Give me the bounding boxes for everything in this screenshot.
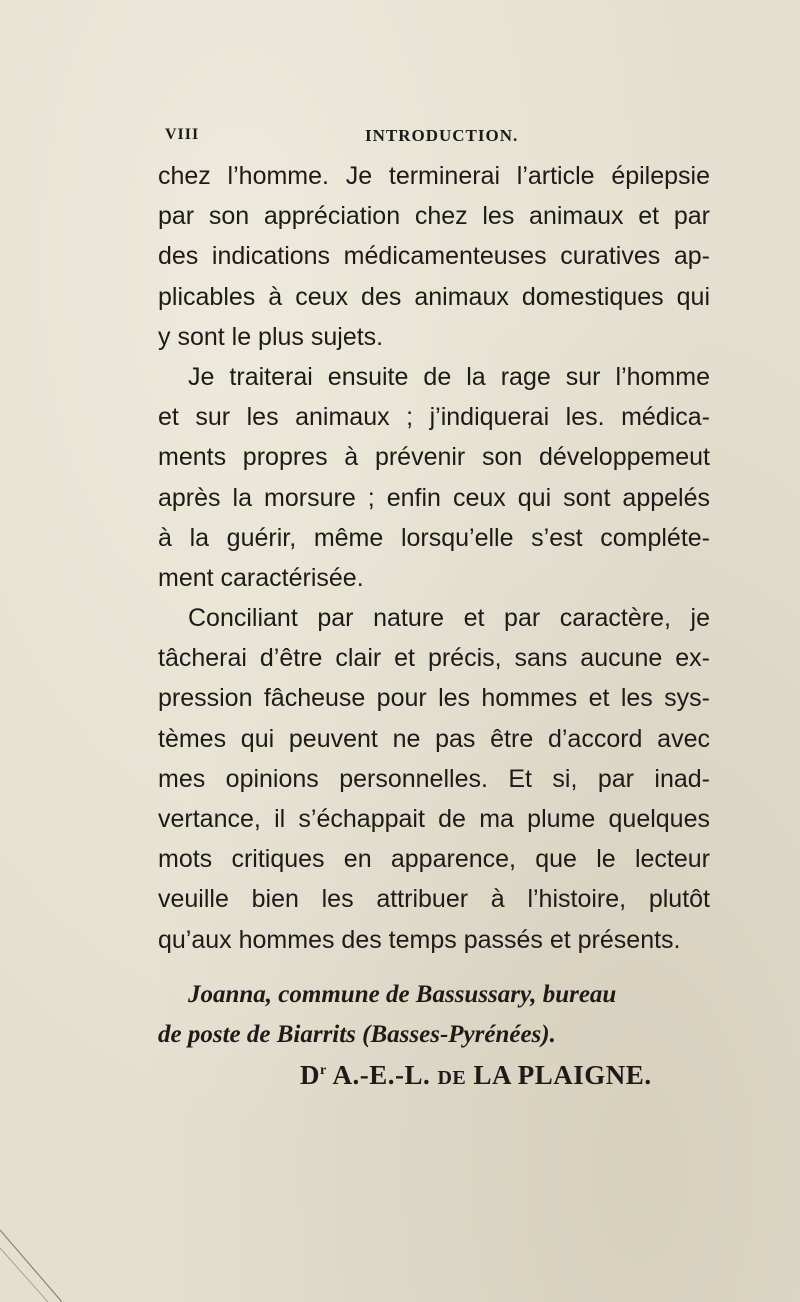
signature-title: D <box>300 1060 320 1090</box>
text-line: Conciliant par nature et par caractère, je <box>188 604 710 633</box>
text-line: chez l’homme. Je terminerai l’article épilepsie <box>158 162 710 190</box>
page-number: VIII <box>165 126 200 143</box>
signature-particle: DE <box>437 1067 467 1089</box>
signature-title-sup: r <box>320 1063 327 1078</box>
text-line: mots critiques en apparence, que le lecteur <box>158 845 710 874</box>
text-line: après la morsure ; enfin ceux qui sont appelés <box>158 483 710 512</box>
text-line: tâcherai d’être clair et précis, sans aucune ex- <box>158 644 710 673</box>
text-line: ments propres à prévenir son développemeut <box>158 443 710 472</box>
signature-surname: LA PLAIGNE. <box>473 1060 652 1090</box>
text-line: mes opinions personnelles. Et si, par inad- <box>158 764 710 793</box>
running-head <box>165 126 705 150</box>
text-line: par son appréciation chez les animaux et par <box>158 202 710 231</box>
text-line: ment caractérisée. <box>158 563 364 592</box>
text-line: tèmes qui peuvent ne pas être d’accord avec <box>158 724 710 753</box>
author-signature <box>300 1060 652 1091</box>
text-line: vertance, il s’échappait de ma plume quelques <box>158 805 710 833</box>
text-line: pression fâcheuse pour les hommes et les sys- <box>158 684 710 713</box>
place-and-date-line <box>158 975 710 1055</box>
text-line: des indications médicamenteuses curatives ap- <box>158 242 710 271</box>
body-text <box>158 156 710 960</box>
text-line: y sont le plus sujets. <box>158 322 384 351</box>
page-corner-crease <box>0 1220 70 1302</box>
text-line: plicables à ceux des animaux domestiques qui <box>158 282 710 311</box>
running-head-title: INTRODUCTION. <box>365 126 519 145</box>
text-line: qu’aux hommes des temps passés et présents. <box>158 925 681 954</box>
text-line: et sur les animaux ; j’indiquerai les. médica- <box>158 403 710 432</box>
text-line: veuille bien les attribuer à l’histoire, plutôt <box>158 885 710 914</box>
text-line: à la guérir, même lorsqu’elle s’est compléte- <box>158 523 710 552</box>
closing-line-1: Joanna, commune de Bassussary, bureau <box>188 981 617 1008</box>
closing-line-2: de poste de Biarrits (Basses-Pyrénées). <box>158 1021 556 1048</box>
signature-initials: A.-E.-L. <box>332 1060 431 1090</box>
text-line: Je traiterai ensuite de la rage sur l’homme <box>188 362 710 391</box>
